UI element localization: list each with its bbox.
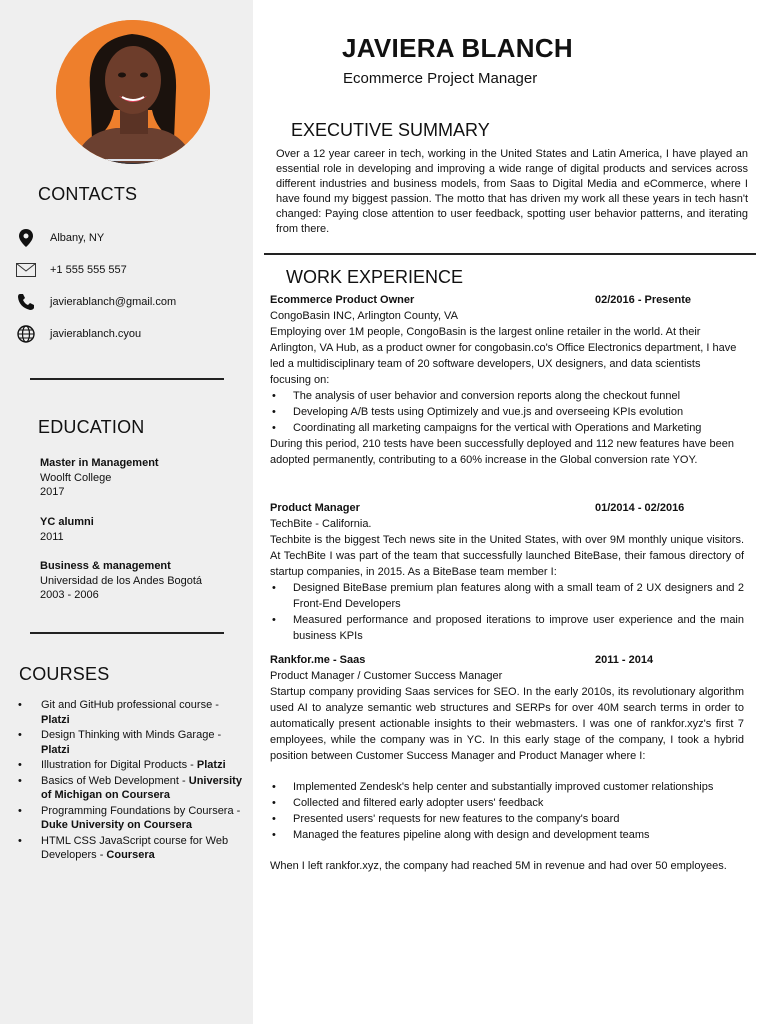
job-bullets [270, 580, 744, 644]
job-bullet: • Presented users' requests for new features to the company's board [270, 811, 744, 827]
courses-list [18, 698, 246, 864]
job-bullet: • Developing A/B tests using Optimizely and vue.js and overseeing KPIs evolution [270, 404, 744, 420]
job-bullet: • The analysis of user behavior and conversion reports along the checkout funnel [270, 388, 744, 404]
course-item: • Programming Foundations by Coursera - Duke University on Coursera [18, 804, 246, 833]
education-item [40, 559, 245, 603]
course-item: • HTML CSS JavaScript course for Web Developers - Coursera [18, 834, 246, 863]
education-year: 2017 [40, 486, 65, 498]
job-company: TechBite - California. [270, 518, 372, 530]
sidebar-divider [30, 632, 224, 634]
course-item: • Git and GitHub professional course - Platzi [18, 698, 246, 727]
job-title: Ecommerce Product Owner [270, 294, 415, 306]
job-bullet: • Coordinating all marketing campaigns for the vertical with Operations and Marketing [270, 420, 744, 436]
education-degree: YC alumni [40, 516, 94, 528]
spacer [270, 843, 744, 858]
contact-location-text: Albany, NY [50, 232, 105, 244]
experience-heading: WORK EXPERIENCE [286, 267, 464, 287]
candidate-role: Ecommerce Project Manager [343, 70, 538, 87]
envelope-icon [16, 260, 36, 280]
job-bullets [270, 388, 744, 436]
education-school: Woolft College [40, 471, 112, 484]
job-intro: Employing over 1M people, CongoBasin is the largest online retailer in the world. At their Arlington, VA Hub, as a product owner for congobasin.co's Office Electronics department, I have led a multidisciplinary team of 20 software developers, UX designers, and data scientists focusing on: [270, 326, 737, 386]
education-year: 2011 [40, 530, 64, 543]
education-school: Universidad de los Andes Bogotá [40, 574, 203, 587]
course-item: • Design Thinking with Minds Garage - Platzi [18, 728, 246, 757]
education-year: 2003 - 2006 [40, 589, 99, 601]
job-title: Rankfor.me - Saas [270, 654, 366, 666]
job-dates: 01/2014 - 02/2016 [595, 502, 685, 514]
contact-phone-number [16, 260, 246, 280]
contacts-heading: CONTACTS [38, 184, 138, 204]
contact-website-text[interactable]: javierablanch.cyou [50, 328, 142, 340]
sidebar-divider [30, 378, 224, 380]
contact-email-text[interactable]: javierablanch@gmail.com [50, 296, 177, 308]
summary-text: Over a 12 year career in tech, working in the United States and Latin America, I have played an essential role in developing and improving a wide range of digital products and services across different industries and business models, from Saas to Digital Media and eCommerce, where I have found my biggest passion. The motto that has driven my work all these years in tech hasn't changed: Paying close attention to user feedback, spotting user behavior patterns, and iterating from there. [276, 148, 748, 235]
job-bullet: • Designed BiteBase premium plan features along with a small team of 2 UX designers and 2 Front-End Developers [270, 580, 744, 612]
globe-icon [16, 324, 36, 344]
job-entry [270, 652, 744, 874]
job-intro: Techbite is the biggest Tech news site in the United States, with over 9M monthly unique visitors. At TechBite I was part of the team that successfully launched BiteBase, their famous directory of startup companies, in 2015. As a BiteBase team member I: [270, 534, 744, 578]
job-outcome: When I left rankfor.xyz, the company had reached 5M in revenue and had over 50 employees. [270, 860, 727, 872]
contact-email[interactable] [16, 292, 246, 312]
main-divider [264, 253, 756, 255]
contact-website[interactable] [16, 324, 246, 344]
profile-photo [56, 20, 210, 164]
course-item: • Illustration for Digital Products - Platzi [18, 758, 246, 773]
job-bullet: • Implemented Zendesk's help center and substantially improved customer relationships [270, 779, 744, 795]
education-item [40, 456, 245, 500]
location-pin-icon [16, 228, 36, 248]
job-bullet: • Managed the features pipeline along with design and development teams [270, 827, 744, 843]
job-dates: 2011 - 2014 [595, 654, 654, 666]
job-outcome: During this period, 210 tests have been successfully deployed and 112 new features have been adopted permanently, contributing to a 60% increase in the Global conversion rate YOY. [270, 438, 734, 466]
job-entry [270, 292, 744, 468]
portrait-illustration [56, 20, 210, 164]
job-bullet: • Collected and filtered early adopter users' feedback [270, 795, 744, 811]
job-intro: Startup company providing Saas services for SEO. In the early 2010s, its revolutionary algorithm used AI to analyze semantic web structures and SERPs for over 40M search terms in order to automatically present actionable insights to their webmasters. I was one of rankfor.xyz's first 7 employees, while the company was in YC. In this early stage of the company, I took a hybrid position between Customer Success Manager and Product Manager where I: [270, 686, 744, 762]
job-bullet: • Measured performance and proposed iterations to improve user experience and the main business KPIs [270, 612, 744, 644]
job-bullets [270, 779, 744, 843]
course-item: • Basics of Web Development - University of Michigan on Coursera [18, 774, 246, 803]
education-item [40, 515, 245, 544]
job-company: CongoBasin INC, Arlington County, VA [270, 310, 458, 322]
job-title: Product Manager [270, 502, 360, 514]
contact-location [16, 228, 246, 248]
phone-icon [16, 292, 36, 312]
job-company: Product Manager / Customer Success Manager [270, 670, 503, 682]
courses-heading: COURSES [19, 664, 110, 684]
education-degree: Business & management [40, 560, 171, 572]
education-degree: Master in Management [40, 457, 159, 469]
contact-phone-text: +1 555 555 557 [50, 264, 127, 276]
candidate-name: JAVIERA BLANCH [342, 33, 573, 63]
summary-heading: EXECUTIVE SUMMARY [291, 120, 490, 140]
education-heading: EDUCATION [38, 417, 145, 437]
spacer [270, 764, 744, 779]
job-entry [270, 500, 744, 644]
job-dates: 02/2016 - Presente [595, 294, 692, 306]
